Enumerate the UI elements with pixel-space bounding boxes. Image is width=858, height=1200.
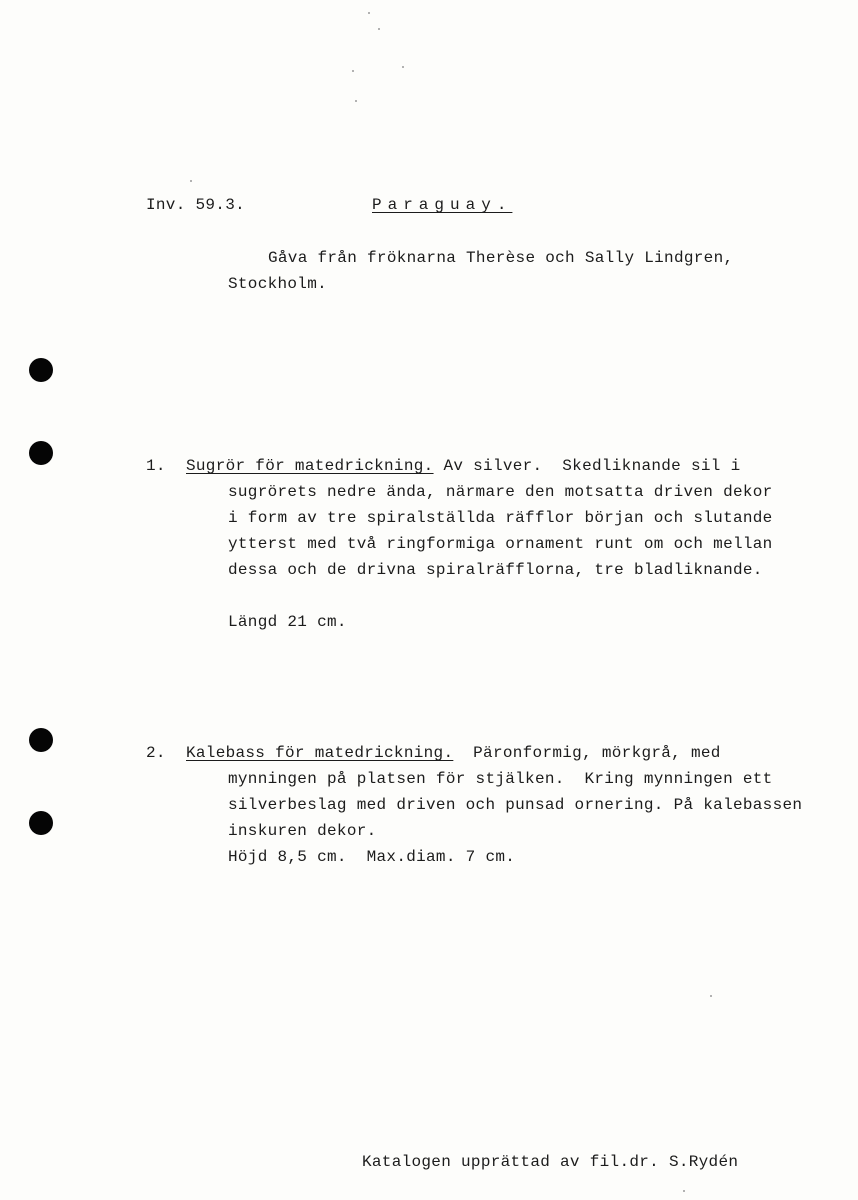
item-description-line: mynningen på platsen för stjälken. Kring mynningen ett — [228, 770, 773, 788]
scan-speck — [355, 100, 357, 102]
item-title: Kalebass för matedrickning. — [186, 744, 454, 762]
item-measure: Längd 21 cm. — [228, 613, 347, 631]
scan-speck — [190, 180, 192, 182]
punch-hole-3 — [29, 728, 53, 752]
punch-hole-1 — [29, 358, 53, 382]
item-title: Sugrör för matedrickning. — [186, 457, 434, 475]
item-description-line: sugrörets nedre ända, närmare den motsatta driven dekor — [228, 483, 773, 501]
scan-speck — [368, 12, 370, 14]
item-description-line: i form av tre spiralställda räfflor början och slutande — [228, 509, 773, 527]
item-number: 1. — [146, 457, 166, 475]
scan-speck — [352, 70, 354, 72]
item-description-line: ytterst med två ringformiga ornament runt om och mellan — [228, 535, 773, 553]
item-description-line: inskuren dekor. — [228, 822, 377, 840]
scan-speck — [402, 66, 404, 68]
catalog-credit: Katalogen upprättad av fil.dr. S.Rydén — [362, 1153, 739, 1171]
country-heading: Paraguay. — [372, 196, 513, 214]
donation-line-1: Gåva från fröknarna Therèse och Sally Lindgren, — [268, 249, 734, 267]
item-description-line: Päronformig, mörkgrå, med — [453, 744, 721, 762]
item-number: 2. — [146, 744, 166, 762]
item-description-line: Av silver. Skedliknande sil i — [433, 457, 741, 475]
item-heading-row — [186, 743, 721, 763]
item-description-line: dessa och de drivna spiralräfflorna, tre bladliknande. — [228, 561, 763, 579]
item-description-line: Höjd 8,5 cm. Max.diam. 7 cm. — [228, 848, 516, 866]
item-heading-row — [186, 456, 741, 476]
punch-hole-2 — [29, 441, 53, 465]
punch-hole-4 — [29, 811, 53, 835]
scan-speck — [710, 995, 712, 997]
item-description-line: silverbeslag med driven och punsad ornering. På kalebassen — [228, 796, 803, 814]
donation-line-2: Stockholm. — [228, 275, 328, 293]
scan-speck — [683, 1190, 685, 1192]
inventory-number: Inv. 59.3. — [146, 196, 246, 214]
scan-speck — [378, 28, 380, 30]
